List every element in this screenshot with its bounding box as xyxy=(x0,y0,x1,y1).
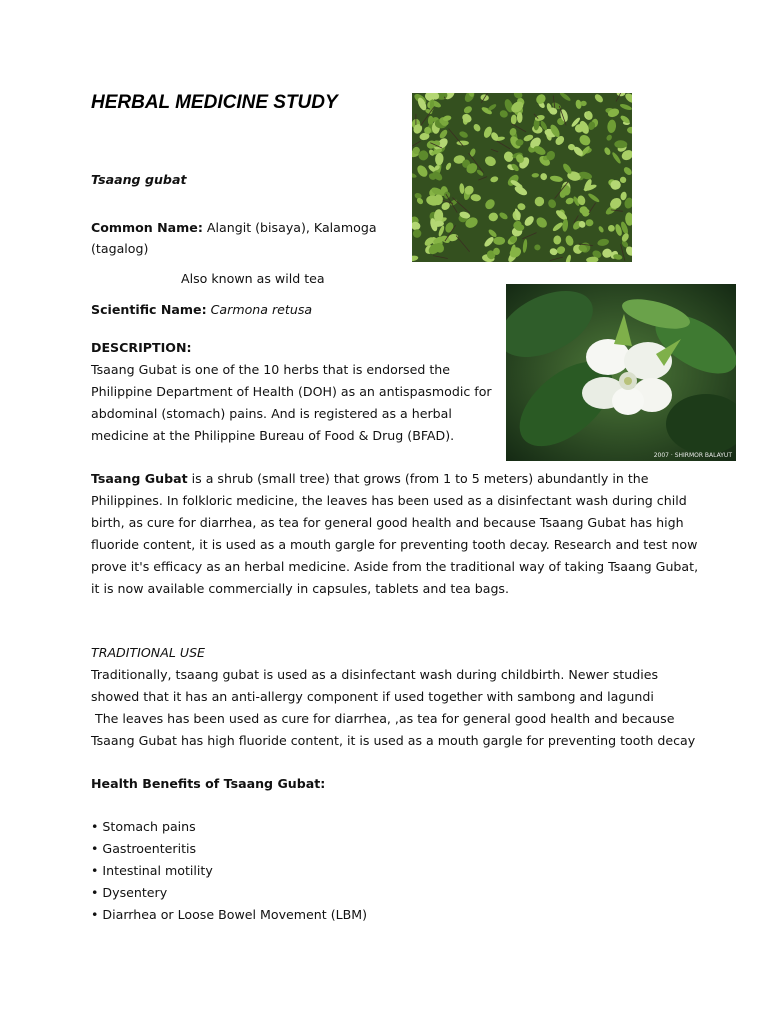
also-known-as: Also known as wild tea xyxy=(181,271,325,286)
description-heading: DESCRIPTION: xyxy=(91,340,192,355)
common-name-value: Alangit (bisaya), Kalamoga xyxy=(202,220,377,235)
description-line: Philippine Department of Health (DOH) as an antispasmodic for xyxy=(91,384,492,399)
shrub-photo xyxy=(412,93,632,262)
common-name-line2: (tagalog) xyxy=(91,241,149,256)
white-flower-icon xyxy=(506,284,736,461)
shrub-paragraph-line1 xyxy=(91,468,649,490)
traditional-use-heading: TRADITIONAL USE xyxy=(91,645,206,660)
plant-name: Tsaang gubat xyxy=(91,172,187,187)
scientific-name xyxy=(91,299,312,321)
description-line: medicine at the Philippine Bureau of Food & Drug (BFAD). xyxy=(91,428,455,443)
page-title: HERBAL MEDICINE STUDY xyxy=(91,92,338,113)
description-line: abdominal (stomach) pains. And is registered as a herbal xyxy=(91,406,452,421)
traditional-use-line: Traditionally, tsaang gubat is used as a disinfectant wash during childbirth. Newer studies xyxy=(91,667,659,682)
shrub-paragraph-bold: Tsaang Gubat xyxy=(91,471,188,486)
shrub-paragraph-line: Philippines. In folkloric medicine, the leaves has been used as a disinfectant wash during child xyxy=(91,493,687,508)
benefit-item: • Diarrhea or Loose Bowel Movement (LBM) xyxy=(91,907,368,922)
benefit-item: • Intestinal motility xyxy=(91,863,213,878)
benefit-item: • Gastroenteritis xyxy=(91,841,197,856)
traditional-use-line: showed that it has an anti-allergy component if used together with sambong and lagundi xyxy=(91,689,654,704)
leafy-shrub-icon xyxy=(412,93,632,262)
scientific-name-label: Scientific Name: xyxy=(91,302,207,317)
common-name-label: Common Name: xyxy=(91,220,203,235)
description-line: Tsaang Gubat is one of the 10 herbs that is endorsed the xyxy=(91,362,451,377)
shrub-paragraph-line: fluoride content, it is used as a mouth gargle for preventing tooth decay. Research and test now xyxy=(91,537,698,552)
shrub-paragraph-line: prove it's efficacy as an herbal medicine. Aside from the traditional way of taking Tsaang Gubat, xyxy=(91,559,699,574)
shrub-paragraph-line: birth, as cure for diarrhea, as tea for general good health and because Tsaang Gubat has high xyxy=(91,515,684,530)
shrub-paragraph-line: it is now available commercially in capsules, tablets and tea bags. xyxy=(91,581,509,596)
benefits-heading: Health Benefits of Tsaang Gubat: xyxy=(91,776,326,791)
benefit-item: • Dysentery xyxy=(91,885,168,900)
traditional-use-line: The leaves has been used as cure for diarrhea, ,as tea for general good health and because xyxy=(91,711,675,726)
shrub-paragraph-rest: is a shrub (small tree) that grows (from 1 to 5 meters) abundantly in the xyxy=(187,471,649,486)
benefit-item: • Stomach pains xyxy=(91,819,196,834)
common-name-line1 xyxy=(91,217,377,239)
flower-photo xyxy=(506,284,736,461)
scientific-name-value: Carmona retusa xyxy=(210,302,313,317)
traditional-use-line: Tsaang Gubat has high fluoride content, it is used as a mouth gargle for preventing tooth decay xyxy=(91,733,696,748)
flower-photo-caption: 2007 · SHIRMOR BALAYUT xyxy=(653,452,732,459)
